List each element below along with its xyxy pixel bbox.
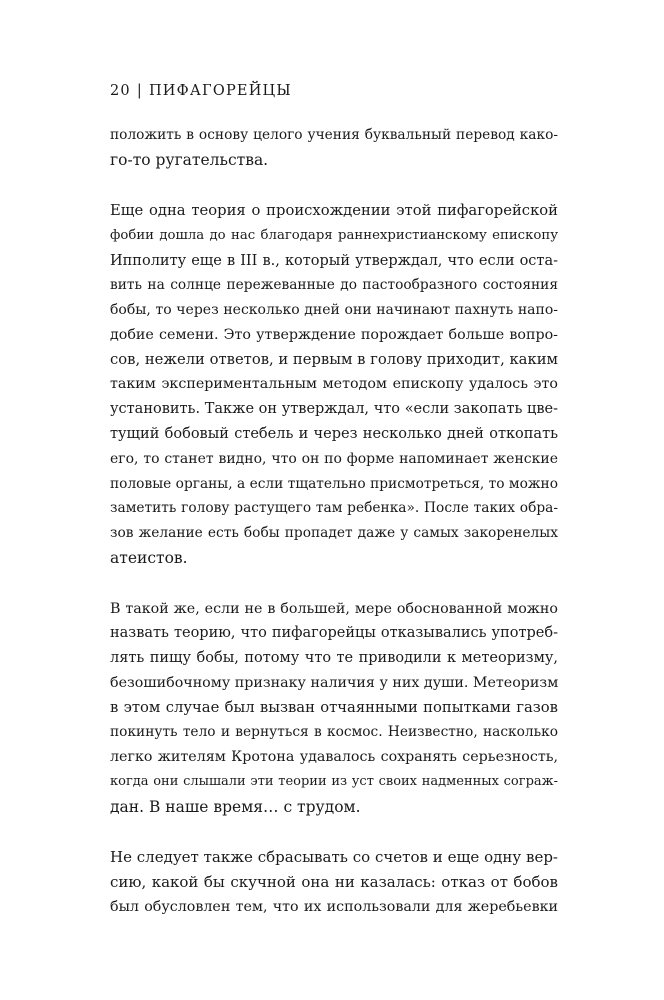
text-line: половые органы, а если тщательно присмотреться, то можно [110, 476, 558, 492]
text-line: положить в основу целого учения буквальный перевод како- [110, 127, 558, 143]
text-line: добие семени. Это утверждение порождает больше вопро- [110, 327, 558, 343]
text-line: Ипполиту еще в III в., который утверждал, что если оста- [110, 253, 558, 269]
page-number: 20 [110, 83, 131, 99]
text-line: бобы, то через несколько дней они начинают пахнуть напо- [110, 302, 558, 318]
header-separator: | [136, 83, 143, 99]
text-line: зов желание есть бобы пропадет даже у самых закоренелых [110, 525, 558, 541]
text-line: го-то ругательства. [110, 151, 269, 169]
text-line: вить на солнце пережеванные до пастообразного состояния [110, 277, 558, 293]
text-line: заметить голову растущего там ребенка». После таких обра- [110, 500, 558, 516]
text-line: в этом случае был вызван отчаянными попытками газов [110, 699, 558, 716]
text-line: безошибочному признаку наличия у них души. Метеоризм [110, 675, 559, 691]
text-line: когда они слышали эти теории из уст своих надменных сограж- [110, 774, 558, 789]
text-line: атеистов. [110, 549, 188, 567]
text-line: Не следует также сбрасывать со счетов и еще одну вер- [110, 848, 558, 866]
text-line: назвать теорию, что пифагорейцы отказывались употреб- [110, 625, 558, 641]
text-line: дан. В наше время… с трудом. [110, 798, 361, 816]
text-line: таким экспериментальным методом епископу удалось это [110, 376, 558, 392]
text-line: сию, какой бы скучной она ни казалась: отказ от бобов [110, 873, 558, 891]
text-line: покинуть тело и вернуться в космос. Неизвестно, насколько [110, 724, 558, 740]
text-line: тущий бобовый стебель и через несколько дней откопать [110, 426, 558, 442]
text-line: был обусловлен тем, что их использовали для жеребьевки [110, 899, 558, 915]
text-line: сов, нежели ответов, и первым в голову приходит, каким [110, 351, 558, 368]
text-line: В такой же, если не в большей, мере обоснованной можно [110, 601, 558, 617]
running-header [110, 83, 292, 99]
text-line: легко жителям Кротона удавалось сохранять серьезность, [110, 749, 558, 765]
text-line: установить. Также он утверждал, что «если закопать цве- [110, 401, 558, 417]
text-line: лять пищу бобы, потому что те приводили к метеоризму, [110, 650, 558, 666]
text-line: фобии дошла до нас благодаря раннехристианскому епископу [110, 228, 558, 243]
chapter-title: ПИФАГОРЕЙЦЫ [148, 83, 292, 99]
text-line: его, то станет видно, что он по форме напоминает женские [110, 451, 558, 467]
text-line: Еще одна теория о происхождении этой пифагорейской [110, 202, 558, 219]
